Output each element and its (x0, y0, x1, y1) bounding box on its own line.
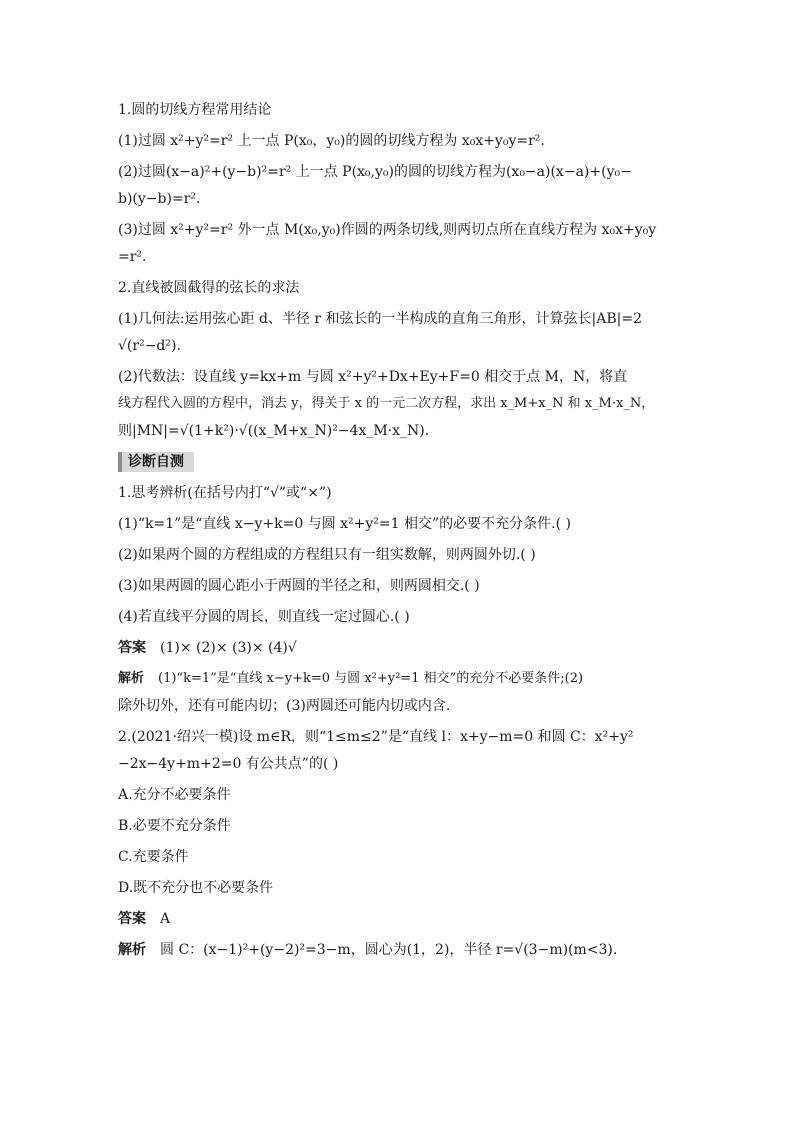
q2-stem-line-1: 2.(2021·绍兴一模)设 m∈R，则“1≤m≤2”是“直线 l：x+y−m=0 和圆 C：x²+y² (118, 729, 634, 745)
answer-text: A (160, 911, 171, 927)
diagnosis-header (118, 452, 678, 472)
q2-explain (118, 940, 678, 960)
chord-item-2-line-2: 线方程代入圆的方程中，消去 y，得关于 x 的一元二次方程，求出 x_M+x_N 和 x_M·x_N， (118, 396, 655, 411)
explain-text: 圆 C：(x−1)²+(y−2)²=3−m，圆心为(1，2)，半径 r=√(3−m)(m<3). (160, 942, 618, 958)
section-title-tangent: 1.圆的切线方程常用结论 (118, 102, 272, 118)
answer-text: (1)× (2)× (3)× (4)√ (160, 640, 297, 656)
page-content (118, 100, 678, 971)
tangent-item-2-line-1: (2)过圆(x−a)²+(y−b)²=r² 上一点 P(x₀,y₀)的圆的切线方程为(x₀−a)(x−a)+(y₀− (118, 164, 632, 180)
diagnosis-badge: 诊断自测 (118, 452, 194, 472)
answer-label: 答案 (118, 640, 146, 656)
chord-item-1-line-1: (1)几何法:运用弦心距 d、半径 r 和弦长的一半构成的直角三角形，计算弦长|AB|=2 (118, 311, 643, 327)
q1-item-2: (2)如果两个圆的方程组成的方程组只有一组实数解，则两圆外切.( ) (118, 547, 536, 563)
chord-item-2-line-1: (2)代数法：设直线 y=kx+m 与圆 x²+y²+Dx+Ey+F=0 相交于点 M，N，将直 (118, 369, 628, 385)
q1-title: 1.思考辨析(在括号内打“√”或“×”) (118, 485, 332, 501)
q1-item-1: (1)“k=1”是“直线 x−y+k=0 与圆 x²+y²=1 相交”的必要不充分条件.( ) (118, 516, 571, 532)
tangent-item-2-line-2: b)(y−b)=r². (118, 191, 201, 207)
tangent-item-1: (1)过圆 x²+y²=r² 上一点 P(x₀，y₀)的圆的切线方程为 x₀x+y₀y=r². (118, 133, 545, 149)
chord-item-1-line-2: √(r²−d²). (118, 338, 181, 354)
q1-explain-line-2: 除外切外，还有可能内切；(3)两圆还可能内切或内含. (118, 698, 451, 714)
q1-item-4: (4)若直线平分圆的周长，则直线一定过圆心.( ) (118, 609, 410, 625)
q1-answer (118, 638, 678, 658)
q2-stem-line-2: −2x−4y+m+2=0 有公共点”的( ) (118, 756, 339, 772)
chord-item-2-line-3: 则|MN|=√(1+k²)·√((x_M+x_N)²−4x_M·x_N). (118, 423, 430, 439)
explain-text: (1)“k=1”是“直线 x−y+k=0 与圆 x²+y²=1 相交”的充分不必要条件;(2) (158, 671, 584, 686)
q1-item-3: (3)如果两圆的圆心距小于两圆的半径之和，则两圆相交.( ) (118, 578, 480, 594)
q2-option-a: A.充分不必要条件 (118, 787, 231, 803)
q1-explain-line-1 (118, 669, 678, 689)
q2-option-c: C.充要条件 (118, 849, 189, 865)
q2-option-b: B.必要不充分条件 (118, 818, 231, 834)
q2-option-d: D.既不充分也不必要条件 (118, 880, 274, 896)
explain-label: 解析 (118, 942, 146, 958)
section-title-chord: 2.直线被圆截得的弦长的求法 (118, 280, 300, 296)
explain-label: 解析 (118, 671, 145, 686)
answer-label: 答案 (118, 911, 146, 927)
tangent-item-3-line-1: (3)过圆 x²+y²=r² 外一点 M(x₀,y₀)作圆的两条切线,则两切点所在直线方程为 x₀x+y₀y (118, 222, 657, 238)
tangent-item-3-line-2: =r². (118, 249, 147, 265)
q2-answer (118, 909, 678, 929)
